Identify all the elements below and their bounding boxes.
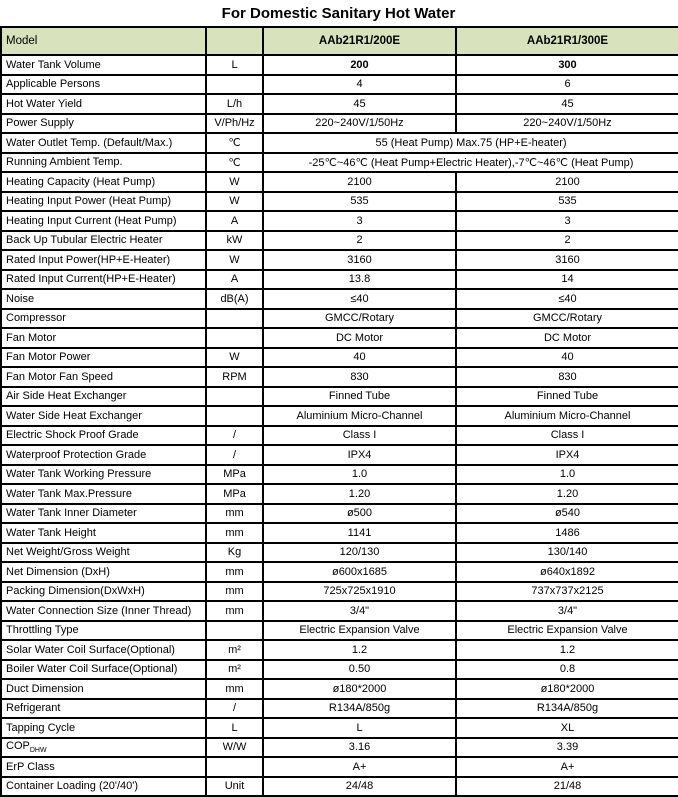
row-unit: L — [206, 718, 263, 738]
row-value-model-2: 21/48 — [456, 777, 678, 797]
row-value-model-1: Class I — [263, 426, 456, 446]
row-unit — [206, 387, 263, 407]
row-value-model-1: 120/130 — [263, 543, 456, 563]
spec-table-body — [1, 27, 678, 796]
row-unit: RPM — [206, 367, 263, 387]
table-row — [1, 660, 678, 680]
row-value-model-2: 535 — [456, 192, 678, 212]
row-value-model-1: 45 — [263, 94, 456, 114]
row-label: Compressor — [1, 309, 206, 329]
row-value-model-1: A+ — [263, 757, 456, 777]
row-value-model-2: Aluminium Micro-Channel — [456, 406, 678, 426]
row-value-model-2: 3 — [456, 211, 678, 231]
table-row — [1, 465, 678, 485]
row-value-model-1: 1.0 — [263, 465, 456, 485]
row-value-model-1: DC Motor — [263, 328, 456, 348]
table-row — [1, 231, 678, 251]
row-unit: W — [206, 172, 263, 192]
row-value-model-2: 6 — [456, 75, 678, 95]
row-value-model-2: 1.2 — [456, 640, 678, 660]
table-row — [1, 406, 678, 426]
row-label: Water Tank Inner Diameter — [1, 504, 206, 524]
row-value-model-2: Electric Expansion Valve — [456, 621, 678, 641]
row-value-model-2: 1486 — [456, 523, 678, 543]
row-value-model-2: 300 — [456, 55, 678, 75]
row-value-model-1: 24/48 — [263, 777, 456, 797]
row-value-model-2: 3/4" — [456, 601, 678, 621]
row-label: Water Tank Max.Pressure — [1, 484, 206, 504]
row-value-model-1: 220~240V/1/50Hz — [263, 114, 456, 134]
row-value-model-1: IPX4 — [263, 445, 456, 465]
row-value-model-2: ø640x1892 — [456, 562, 678, 582]
row-unit: m² — [206, 640, 263, 660]
row-value-model-1: 830 — [263, 367, 456, 387]
row-unit: / — [206, 445, 263, 465]
row-label: Heating Input Power (Heat Pump) — [1, 192, 206, 212]
row-unit: MPa — [206, 465, 263, 485]
row-label: Throttling Type — [1, 621, 206, 641]
table-row — [1, 484, 678, 504]
row-value-model-2: ≤40 — [456, 289, 678, 309]
row-unit: mm — [206, 582, 263, 602]
row-label: Rated Input Current(HP+E-Heater) — [1, 270, 206, 290]
table-row — [1, 153, 678, 173]
row-label: Power Supply — [1, 114, 206, 134]
row-value-model-1: 3160 — [263, 250, 456, 270]
table-row — [1, 348, 678, 368]
row-label: Water Tank Height — [1, 523, 206, 543]
row-label: Packing Dimension(DxWxH) — [1, 582, 206, 602]
row-value-model-1: ≤40 — [263, 289, 456, 309]
row-label: Water Outlet Temp. (Default/Max.) — [1, 133, 206, 153]
row-value-model-2: 14 — [456, 270, 678, 290]
table-row — [1, 426, 678, 446]
row-value-model-1: 200 — [263, 55, 456, 75]
row-value-model-2: 2 — [456, 231, 678, 251]
row-label-subscript: DHW — [29, 747, 47, 755]
row-value-model-2: GMCC/Rotary — [456, 309, 678, 329]
row-unit: mm — [206, 523, 263, 543]
table-row — [1, 211, 678, 231]
row-unit — [206, 309, 263, 329]
row-value-model-1: 3/4" — [263, 601, 456, 621]
table-row — [1, 445, 678, 465]
table-row — [1, 94, 678, 114]
row-value-model-1: Finned Tube — [263, 387, 456, 407]
row-value-model-2: ø540 — [456, 504, 678, 524]
row-unit: W — [206, 250, 263, 270]
row-unit: A — [206, 270, 263, 290]
row-value-model-2: Finned Tube — [456, 387, 678, 407]
table-row — [1, 114, 678, 134]
row-value-model-2: 3.39 — [456, 738, 678, 758]
row-value-model-1: 1.20 — [263, 484, 456, 504]
row-label: Solar Water Coil Surface(Optional) — [1, 640, 206, 660]
row-value-model-2: 830 — [456, 367, 678, 387]
row-value-model-2: 220~240V/1/50Hz — [456, 114, 678, 134]
table-row — [1, 250, 678, 270]
row-unit: mm — [206, 504, 263, 524]
row-value-model-1: GMCC/Rotary — [263, 309, 456, 329]
row-value-model-2: IPX4 — [456, 445, 678, 465]
row-unit: mm — [206, 679, 263, 699]
row-label: Rated Input Power(HP+E-Heater) — [1, 250, 206, 270]
row-unit — [206, 75, 263, 95]
row-value-model-1: 3 — [263, 211, 456, 231]
row-label: Applicable Persons — [1, 75, 206, 95]
spec-table — [0, 26, 678, 797]
row-label: Net Weight/Gross Weight — [1, 543, 206, 563]
model-header-label: Model — [1, 27, 206, 55]
row-value-model-1: 0.50 — [263, 660, 456, 680]
row-unit: L — [206, 55, 263, 75]
table-row — [1, 679, 678, 699]
row-label: Net Dimension (DxH) — [1, 562, 206, 582]
unit-header-cell — [206, 27, 263, 55]
row-unit — [206, 406, 263, 426]
table-row — [1, 55, 678, 75]
row-value-model-2: 1.0 — [456, 465, 678, 485]
row-value-model-2: 1.20 — [456, 484, 678, 504]
row-value-merged: 55 (Heat Pump) Max.75 (HP+E-heater) — [263, 133, 678, 153]
row-unit: ℃ — [206, 153, 263, 173]
row-unit — [206, 621, 263, 641]
row-unit: L/h — [206, 94, 263, 114]
row-value-merged: -25℃~46℃ (Heat Pump+Electric Heater),-7℃~46℃ (Heat Pump) — [263, 153, 678, 173]
model-2-name: AAb21R1/300E — [456, 27, 678, 55]
table-row — [1, 289, 678, 309]
table-row — [1, 777, 678, 797]
row-value-model-1: 2 — [263, 231, 456, 251]
row-value-model-1: 40 — [263, 348, 456, 368]
row-unit: kW — [206, 231, 263, 251]
table-row — [1, 699, 678, 719]
row-label: Fan Motor — [1, 328, 206, 348]
row-label: Electric Shock Proof Grade — [1, 426, 206, 446]
row-label: Water Tank Volume — [1, 55, 206, 75]
table-row — [1, 75, 678, 95]
row-unit: dB(A) — [206, 289, 263, 309]
table-row — [1, 367, 678, 387]
row-value-model-1: ø600x1685 — [263, 562, 456, 582]
row-value-model-2: ø180*2000 — [456, 679, 678, 699]
row-value-model-2: R134A/850g — [456, 699, 678, 719]
row-value-model-1: R134A/850g — [263, 699, 456, 719]
row-unit: m² — [206, 660, 263, 680]
table-row — [1, 543, 678, 563]
row-unit: mm — [206, 601, 263, 621]
row-value-model-2: 40 — [456, 348, 678, 368]
row-value-model-1: ø500 — [263, 504, 456, 524]
row-label: Waterproof Protection Grade — [1, 445, 206, 465]
row-value-model-2: A+ — [456, 757, 678, 777]
table-row — [1, 738, 678, 758]
row-unit: Kg — [206, 543, 263, 563]
row-value-model-2: 3160 — [456, 250, 678, 270]
table-row — [1, 270, 678, 290]
table-row — [1, 133, 678, 153]
row-label: Water Tank Working Pressure — [1, 465, 206, 485]
table-row — [1, 718, 678, 738]
row-value-model-2: 130/140 — [456, 543, 678, 563]
table-row — [1, 562, 678, 582]
row-label: Heating Capacity (Heat Pump) — [1, 172, 206, 192]
row-value-model-2: 45 — [456, 94, 678, 114]
row-label: Air Side Heat Exchanger — [1, 387, 206, 407]
row-value-model-2: 737x737x2125 — [456, 582, 678, 602]
row-value-model-2: 2100 — [456, 172, 678, 192]
table-row — [1, 523, 678, 543]
row-unit: mm — [206, 562, 263, 582]
row-value-model-1: L — [263, 718, 456, 738]
row-label: $COP_{DHW}$ — [1, 738, 206, 758]
table-row — [1, 621, 678, 641]
row-unit: V/Ph/Hz — [206, 114, 263, 134]
row-unit: W/W — [206, 738, 263, 758]
table-row — [1, 328, 678, 348]
row-label: ErP Class — [1, 757, 206, 777]
row-label: Refrigerant — [1, 699, 206, 719]
row-value-model-1: 1141 — [263, 523, 456, 543]
row-label: Running Ambient Temp. — [1, 153, 206, 173]
page-title: For Domestic Sanitary Hot Water — [221, 5, 456, 22]
row-unit: W — [206, 192, 263, 212]
row-value-model-2: Class I — [456, 426, 678, 446]
row-unit: A — [206, 211, 263, 231]
row-value-model-1: 13.8 — [263, 270, 456, 290]
table-row — [1, 757, 678, 777]
row-label: Water Side Heat Exchanger — [1, 406, 206, 426]
row-label: Water Connection Size (Inner Thread) — [1, 601, 206, 621]
table-row — [1, 172, 678, 192]
row-label: Fan Motor Fan Speed — [1, 367, 206, 387]
table-row — [1, 309, 678, 329]
row-label: Noise — [1, 289, 206, 309]
row-label: Back Up Tubular Electric Heater — [1, 231, 206, 251]
row-value-model-2: DC Motor — [456, 328, 678, 348]
row-value-model-2: XL — [456, 718, 678, 738]
table-row — [1, 601, 678, 621]
row-value-model-1: 535 — [263, 192, 456, 212]
row-value-model-1: ø180*2000 — [263, 679, 456, 699]
row-value-model-1: 4 — [263, 75, 456, 95]
table-header-row — [1, 27, 678, 55]
row-value-model-1: Electric Expansion Valve — [263, 621, 456, 641]
row-unit — [206, 328, 263, 348]
row-value-model-1: 1.2 — [263, 640, 456, 660]
row-label: Duct Dimension — [1, 679, 206, 699]
table-row — [1, 582, 678, 602]
row-value-model-2: 0.8 — [456, 660, 678, 680]
row-unit: W — [206, 348, 263, 368]
row-value-model-1: Aluminium Micro-Channel — [263, 406, 456, 426]
table-row — [1, 640, 678, 660]
row-unit: MPa — [206, 484, 263, 504]
row-value-model-1: 725x725x1910 — [263, 582, 456, 602]
row-unit: / — [206, 426, 263, 446]
row-unit: ℃ — [206, 133, 263, 153]
row-unit: Unit — [206, 777, 263, 797]
row-label: Fan Motor Power — [1, 348, 206, 368]
table-row — [1, 387, 678, 407]
row-label: Tapping Cycle — [1, 718, 206, 738]
row-unit: / — [206, 699, 263, 719]
row-value-model-1: 3.16 — [263, 738, 456, 758]
row-label: Container Loading (20'/40') — [1, 777, 206, 797]
row-label: Boiler Water Coil Surface(Optional) — [1, 660, 206, 680]
row-label: Heating Input Current (Heat Pump) — [1, 211, 206, 231]
model-1-name: AAb21R1/200E — [263, 27, 456, 55]
table-row — [1, 504, 678, 524]
row-label: Hot Water Yield — [1, 94, 206, 114]
row-unit — [206, 757, 263, 777]
table-row — [1, 192, 678, 212]
row-value-model-1: 2100 — [263, 172, 456, 192]
